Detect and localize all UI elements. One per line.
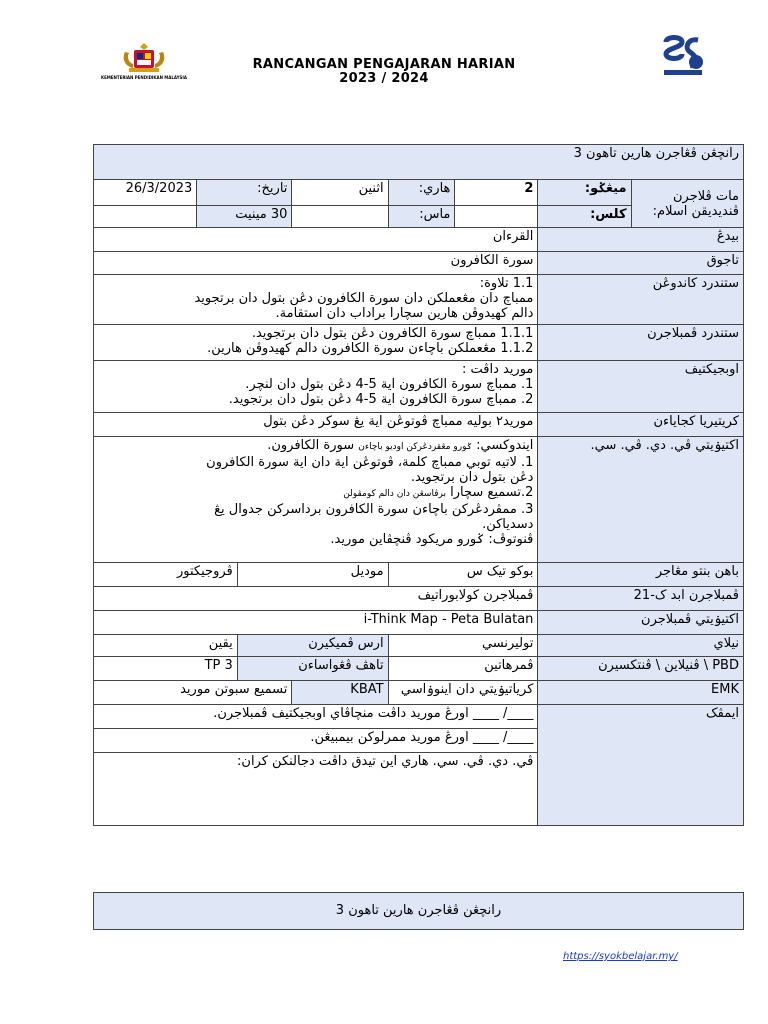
time-value — [292, 206, 388, 228]
activity-line: 3. ممڤردڠركن باچاءن سورة الكافرون برداسركن جدوال يڠ — [214, 502, 534, 517]
kbat-value: تسميع سبوتن موريد — [94, 681, 292, 705]
ministry-label: KEMENTERIAN PENDIDIKAN MALAYSIA — [100, 75, 188, 80]
sekolah-logo-icon — [660, 34, 706, 78]
thinking-level-value: يقين — [94, 635, 238, 657]
time-label: ماس: — [388, 206, 455, 228]
criteria-value: موريد٢ بوليه ممباچ ڤوتوڠن اية يڠ سوكر دڠن بتول — [94, 413, 538, 437]
duration-value: 30 مينيت — [197, 206, 292, 228]
standard-content-value — [94, 275, 538, 325]
activity-2a: 2.تسميع سچارا — [450, 485, 534, 500]
week-label: ميڠݢو: — [538, 180, 631, 206]
day-value: اثنين — [292, 180, 388, 206]
nilai-value: توليرنسي — [388, 635, 538, 657]
date-value: 26/3/2023 — [94, 180, 197, 206]
date-label: تاريخ: — [197, 180, 292, 206]
sk-line: ممباچ دان مڠعملكن دان سورة الكافرون دڠن بتول دان برتجويد — [194, 291, 534, 306]
sk-line: دالم كهيدوڤن هارين سچارا براداب دان استقامة. — [275, 306, 534, 321]
impak-blank: ____/ ____ — [472, 706, 534, 721]
mastery-level-label: تاهڤ ڤڠواساءن — [237, 657, 388, 681]
week-value: 2 — [455, 180, 538, 206]
impak-blank: ____/ ____ — [472, 730, 534, 745]
emk-value: كرياتيۏيتي دان اينوۏاسي — [388, 681, 538, 705]
mastery-level-value: TP 3 — [94, 657, 238, 681]
activity-2-small: برڤاسڠن دان دالم كومڤولن — [343, 489, 446, 499]
pdp-activity-value: i-Think Map - Peta Bulatan — [94, 611, 538, 635]
tajuk-label: تاجوق — [538, 252, 744, 275]
pdp-activity-label: اكتيۏيتي ڤمبلاجرن — [538, 611, 744, 635]
impak-label: ايمڤک — [538, 705, 744, 826]
emk-label: EMK — [538, 681, 744, 705]
subject-label: مات ڤلاجرن ڤنديديقن اسلام: — [631, 180, 743, 228]
year-label: 2023 / 2024 — [339, 71, 429, 86]
criteria-label: كريتيريا كجاياءن — [538, 413, 744, 437]
objective-value — [94, 361, 538, 413]
impak-text: اورڠ موريد ممرلوكن بيمبيڠن. — [310, 730, 469, 745]
pbd-label: PBD \ ڤنيلاين \ ڤنتكسيرن — [538, 657, 744, 681]
page-title: RANCANGAN PENGAJARAN HARIAN — [252, 57, 516, 72]
malaysia-crest-icon — [119, 40, 169, 74]
kbat-label: KBAT — [292, 681, 388, 705]
tajuk-value: سورة الكافرون — [94, 252, 538, 275]
nilai-label: نيلاي — [538, 635, 744, 657]
sk-line: 1.1 تلاوة: — [479, 276, 534, 291]
objective-label: اوبجيكتيف — [538, 361, 744, 413]
standard-content-label: ستندرد كاندوڠن — [538, 275, 744, 325]
activity-intro-small: ݢورو مڠقردڠركن اوديو باچاءن — [358, 442, 472, 452]
footer-link[interactable]: https://syokbelajar.my/ — [563, 951, 678, 962]
lesson-plan-table — [93, 144, 744, 826]
activity-value — [94, 437, 538, 563]
activity-line: 1. لاتيه توبي ممباچ كلمة، ڤوتوڠن اية دان اية سورة الكافرون — [206, 455, 534, 470]
day-label: هاري: — [388, 180, 455, 206]
objective-line: موريد داڤت : — [461, 362, 534, 377]
activity-line: دسدياكن. — [482, 517, 534, 532]
activity-intro: ايندوكسي: — [476, 438, 534, 453]
resource-item: بوكو تيک س — [388, 563, 538, 587]
bidang-label: بيدڠ — [538, 228, 744, 252]
blank-cell — [94, 206, 197, 228]
activity-close: ڤنوتوڤ: ݢورو مريكود ڤنچڤاين موريد. — [330, 532, 534, 547]
ministry-crest — [98, 40, 190, 86]
school-logo — [660, 34, 706, 78]
class-label: كلس: — [538, 206, 631, 228]
objective-line: 1. ممباچ سورة الكافرون اية 5-4 دڠن بتول دان لنچر. — [245, 377, 534, 392]
top-banner: رانچڠن ڤڠاجرن هارين تاهون 3 — [94, 145, 744, 180]
impak-line-1 — [94, 705, 538, 729]
objective-line: 2. ممباچ سورة الكافرون اية 5-4 دڠن بتول دان برتجويد. — [228, 392, 534, 407]
activity-intro-end: سورة الكافرون. — [267, 438, 355, 453]
activity-line-2 — [98, 485, 533, 502]
resources-label: باهن بنتو مڠاجر — [538, 563, 744, 587]
activity-intro-line — [98, 438, 533, 455]
sp-line: 1.1.1 ممباچ سورة الكافرون دڠن بتول دان برتجويد. — [251, 326, 534, 341]
standard-learning-value — [94, 325, 538, 361]
standard-learning-label: ستندرد ڤمبلاجرن — [538, 325, 744, 361]
impak-line-3: ڤي. دي. ڤي. سي. هاري اين تيدق داڤت دجالنكن كران: — [94, 753, 538, 826]
pbd-value: ڤمرهاتين — [388, 657, 538, 681]
activity-line: دڠن بتول دان برتجويد. — [410, 470, 534, 485]
bidang-value: القرءان — [94, 228, 538, 252]
class-value — [455, 206, 538, 228]
activity-label: اكتيۏيتي ڤي. دي. ڤي. سي. — [538, 437, 744, 563]
impak-text: اورڠ موريد داڤت منچاڤاي اوبجيكتيف ڤمبلاجرن. — [213, 706, 469, 721]
footer-banner: رانچڠن ڤڠاجرن هارين تاهون 3 — [93, 892, 744, 930]
impak-line-2 — [94, 729, 538, 753]
sp-line: 1.1.2 مڠعملكن باچاءن سورة الكافرون دالم كهيدوڤن هارين. — [207, 341, 534, 356]
resource-item: ڤروجيكتور — [94, 563, 238, 587]
pak21-value: ڤمبلاجرن كولابوراتيف — [94, 587, 538, 611]
pak21-label: ڤمبلاجرن ابد ک-21 — [538, 587, 744, 611]
document-title — [200, 58, 568, 86]
thinking-level-label: ارس ڤميكيرن — [237, 635, 388, 657]
resource-item: موديل — [237, 563, 388, 587]
